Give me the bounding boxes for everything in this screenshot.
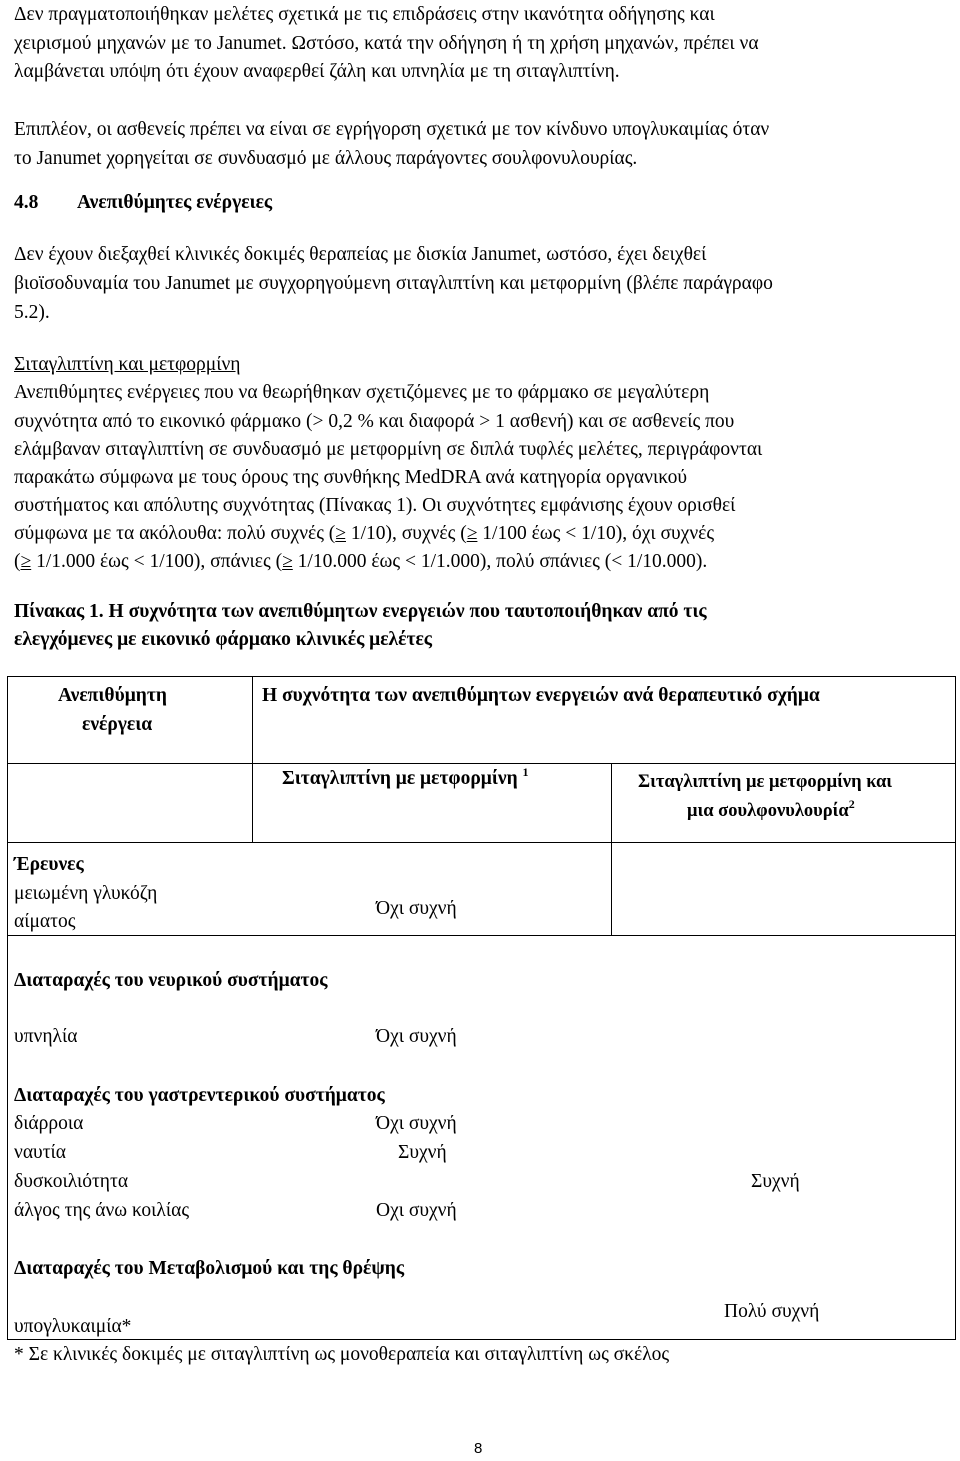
ge-symbol: ≥	[282, 551, 293, 572]
subheading: Σιταγλιπτίνη και μετφορμίνη	[14, 354, 241, 375]
ge-symbol: ≥	[466, 523, 478, 544]
ge-symbol: ≥	[20, 551, 32, 572]
category-nervous-system: Διαταραχές του νευρικού συστήματος	[14, 970, 328, 991]
category-metabolism: Διαταραχές του Μεταβολισμού και της θρέψης	[14, 1258, 405, 1279]
para4-line-1: Ανεπιθύμητες ενέργειες που να θεωρήθηκαν σχετιζόμενες με το φάρμακο σε μεγαλύτερη	[14, 382, 710, 403]
para4-line-6	[14, 519, 714, 548]
para3-line-3: 5.2).	[14, 302, 50, 323]
row-frequency: Όχι συχνή	[376, 1113, 457, 1134]
section-title: Ανεπιθύμητες ενέργειες	[77, 192, 273, 213]
row-frequency: Όχι συχνή	[376, 1026, 457, 1047]
intro-line-1: Δεν πραγματοποιήθηκαν μελέτες σχετικά με τις επιδράσεις στην ικανότητα οδήγησης και	[14, 4, 715, 25]
col3-header-line-2	[687, 797, 855, 827]
row-frequency: Οχι συχνή	[376, 1200, 457, 1221]
row-label: υπνηλία	[14, 1026, 78, 1047]
row-label: δυσκοιλιότητα	[14, 1171, 129, 1192]
para2-line-2: το Janumet χορηγείται σε συνδυασμό με άλλους παράγοντες σουλφονυλουρίας.	[14, 148, 638, 169]
para2-line-1: Επιπλέον, οι ασθενείς πρέπει να είναι σε εγρήγορση σχετικά με τον κίνδυνο υπογλυκαιμίας όταν	[14, 119, 770, 140]
table-divider	[252, 676, 253, 764]
ge-symbol: ≥	[335, 523, 346, 544]
para4-line-2: συχνότητα από το εικονικό φάρμακο (> 0,2 % και διαφορά > 1 ασθενή) και σε ασθενείς που	[14, 411, 735, 432]
para4-line-6-c: 1/100 έως < 1/10), όχι συχνές	[477, 523, 715, 544]
para4-line-3: ελάμβαναν σιταγλιπτίνη σε συνδυασμό με μετφορμίνη σε διπλά τυφλές μελέτες, περιγράφονται	[14, 439, 763, 460]
para4-line-7	[14, 547, 707, 576]
table-divider	[7, 842, 956, 843]
table-divider	[7, 935, 956, 936]
span-header: Η συχνότητα των ανεπιθύμητων ενεργειών ανά θεραπευτικό σχήμα	[262, 685, 820, 706]
col1-header-line-1: Ανεπιθύμητη	[58, 685, 167, 706]
col3-header-line-1: Σιταγλιπτίνη με μετφορμίνη και	[638, 772, 893, 792]
row-label: ναυτία	[14, 1142, 66, 1163]
section-number: 4.8	[14, 192, 39, 213]
para4-line-7-a: (	[14, 551, 21, 572]
para4-line-6-b: 1/10), συχνές (	[346, 523, 467, 544]
table-caption-line-2: ελεγχόμενες με εικονικό φάρμακο κλινικές μελέτες	[14, 629, 433, 650]
table-divider	[252, 763, 253, 843]
para4-line-6-a: σύμφωνα με τα ακόλουθα: πολύ συχνές (	[14, 523, 336, 544]
row-frequency: Πολύ συχνή	[724, 1301, 820, 1322]
para4-line-4: παρακάτω σύμφωνα με τους όρους της συνθήκης MedDRA ανά κατηγορία οργανικού	[14, 467, 688, 488]
category-gastrointestinal: Διαταραχές του γαστρεντερικού συστήματος	[14, 1085, 385, 1106]
page-number: 8	[474, 1440, 483, 1457]
table-divider	[611, 763, 612, 843]
row-label: αίματος	[14, 911, 76, 932]
row-frequency: Όχι συχνή	[376, 898, 457, 919]
col2-header	[282, 764, 529, 795]
table-divider	[611, 842, 612, 936]
table-caption-line-1: Πίνακας 1. Η συχνότητα των ανεπιθύμητων ενεργειών που ταυτοποιήθηκαν από τις	[14, 601, 707, 622]
para4-line-7-b: 1/1.000 έως < 1/100), σπάνιες (	[31, 551, 283, 572]
category-investigations: Έρευνες	[14, 854, 84, 875]
row-label: διάρροια	[14, 1113, 84, 1134]
col1-header-line-2: ενέργεια	[82, 714, 153, 735]
para4-line-5: συστήματος και απόλυτης συχνότητας (Πίνακας 1). Οι συχνότητες εμφάνισης έχουν ορισθεί	[14, 495, 736, 516]
row-label: υπογλυκαιμία*	[14, 1316, 132, 1337]
col3-header-text: μια σουλφονυλουρία	[687, 801, 849, 821]
table-footnote: * Σε κλινικές δοκιμές με σιταγλιπτίνη ως μονοθεραπεία και σιταγλιπτίνη ως σκέλος	[14, 1344, 670, 1365]
intro-line-2: χειρισμού μηχανών με το Janumet. Ωστόσο, κατά την οδήγηση ή τη χρήση μηχανών, πρέπει να	[14, 33, 759, 54]
col2-header-text: Σιταγλιπτίνη με μετφορμίνη	[282, 768, 518, 789]
para4-line-7-c: 1/10.000 έως < 1/1.000), πολύ σπάνιες (< 1/10.000).	[292, 551, 708, 572]
row-frequency: Συχνή	[398, 1142, 447, 1163]
para3-line-1: Δεν έχουν διεξαχθεί κλινικές δοκιμές θεραπείας με δισκία Janumet, ωστόσο, έχει δειχθεί	[14, 244, 707, 265]
intro-line-3: λαμβάνεται υπόψη ότι έχουν αναφερθεί ζάλη και υπνηλία με τη σιταγλιπτίνη.	[14, 61, 620, 82]
col2-footnote-mark: 1	[522, 765, 529, 779]
row-label: μειωμένη γλυκόζη	[14, 883, 158, 904]
col3-footnote-mark: 2	[848, 797, 855, 811]
row-label: άλγος της άνω κοιλίας	[14, 1200, 190, 1221]
para3-line-2: βιοϊσοδυναμία του Janumet με συγχορηγούμενη σιταγλιπτίνη και μετφορμίνη (βλέπε παράγραφο	[14, 273, 773, 294]
row-frequency: Συχνή	[751, 1171, 800, 1192]
